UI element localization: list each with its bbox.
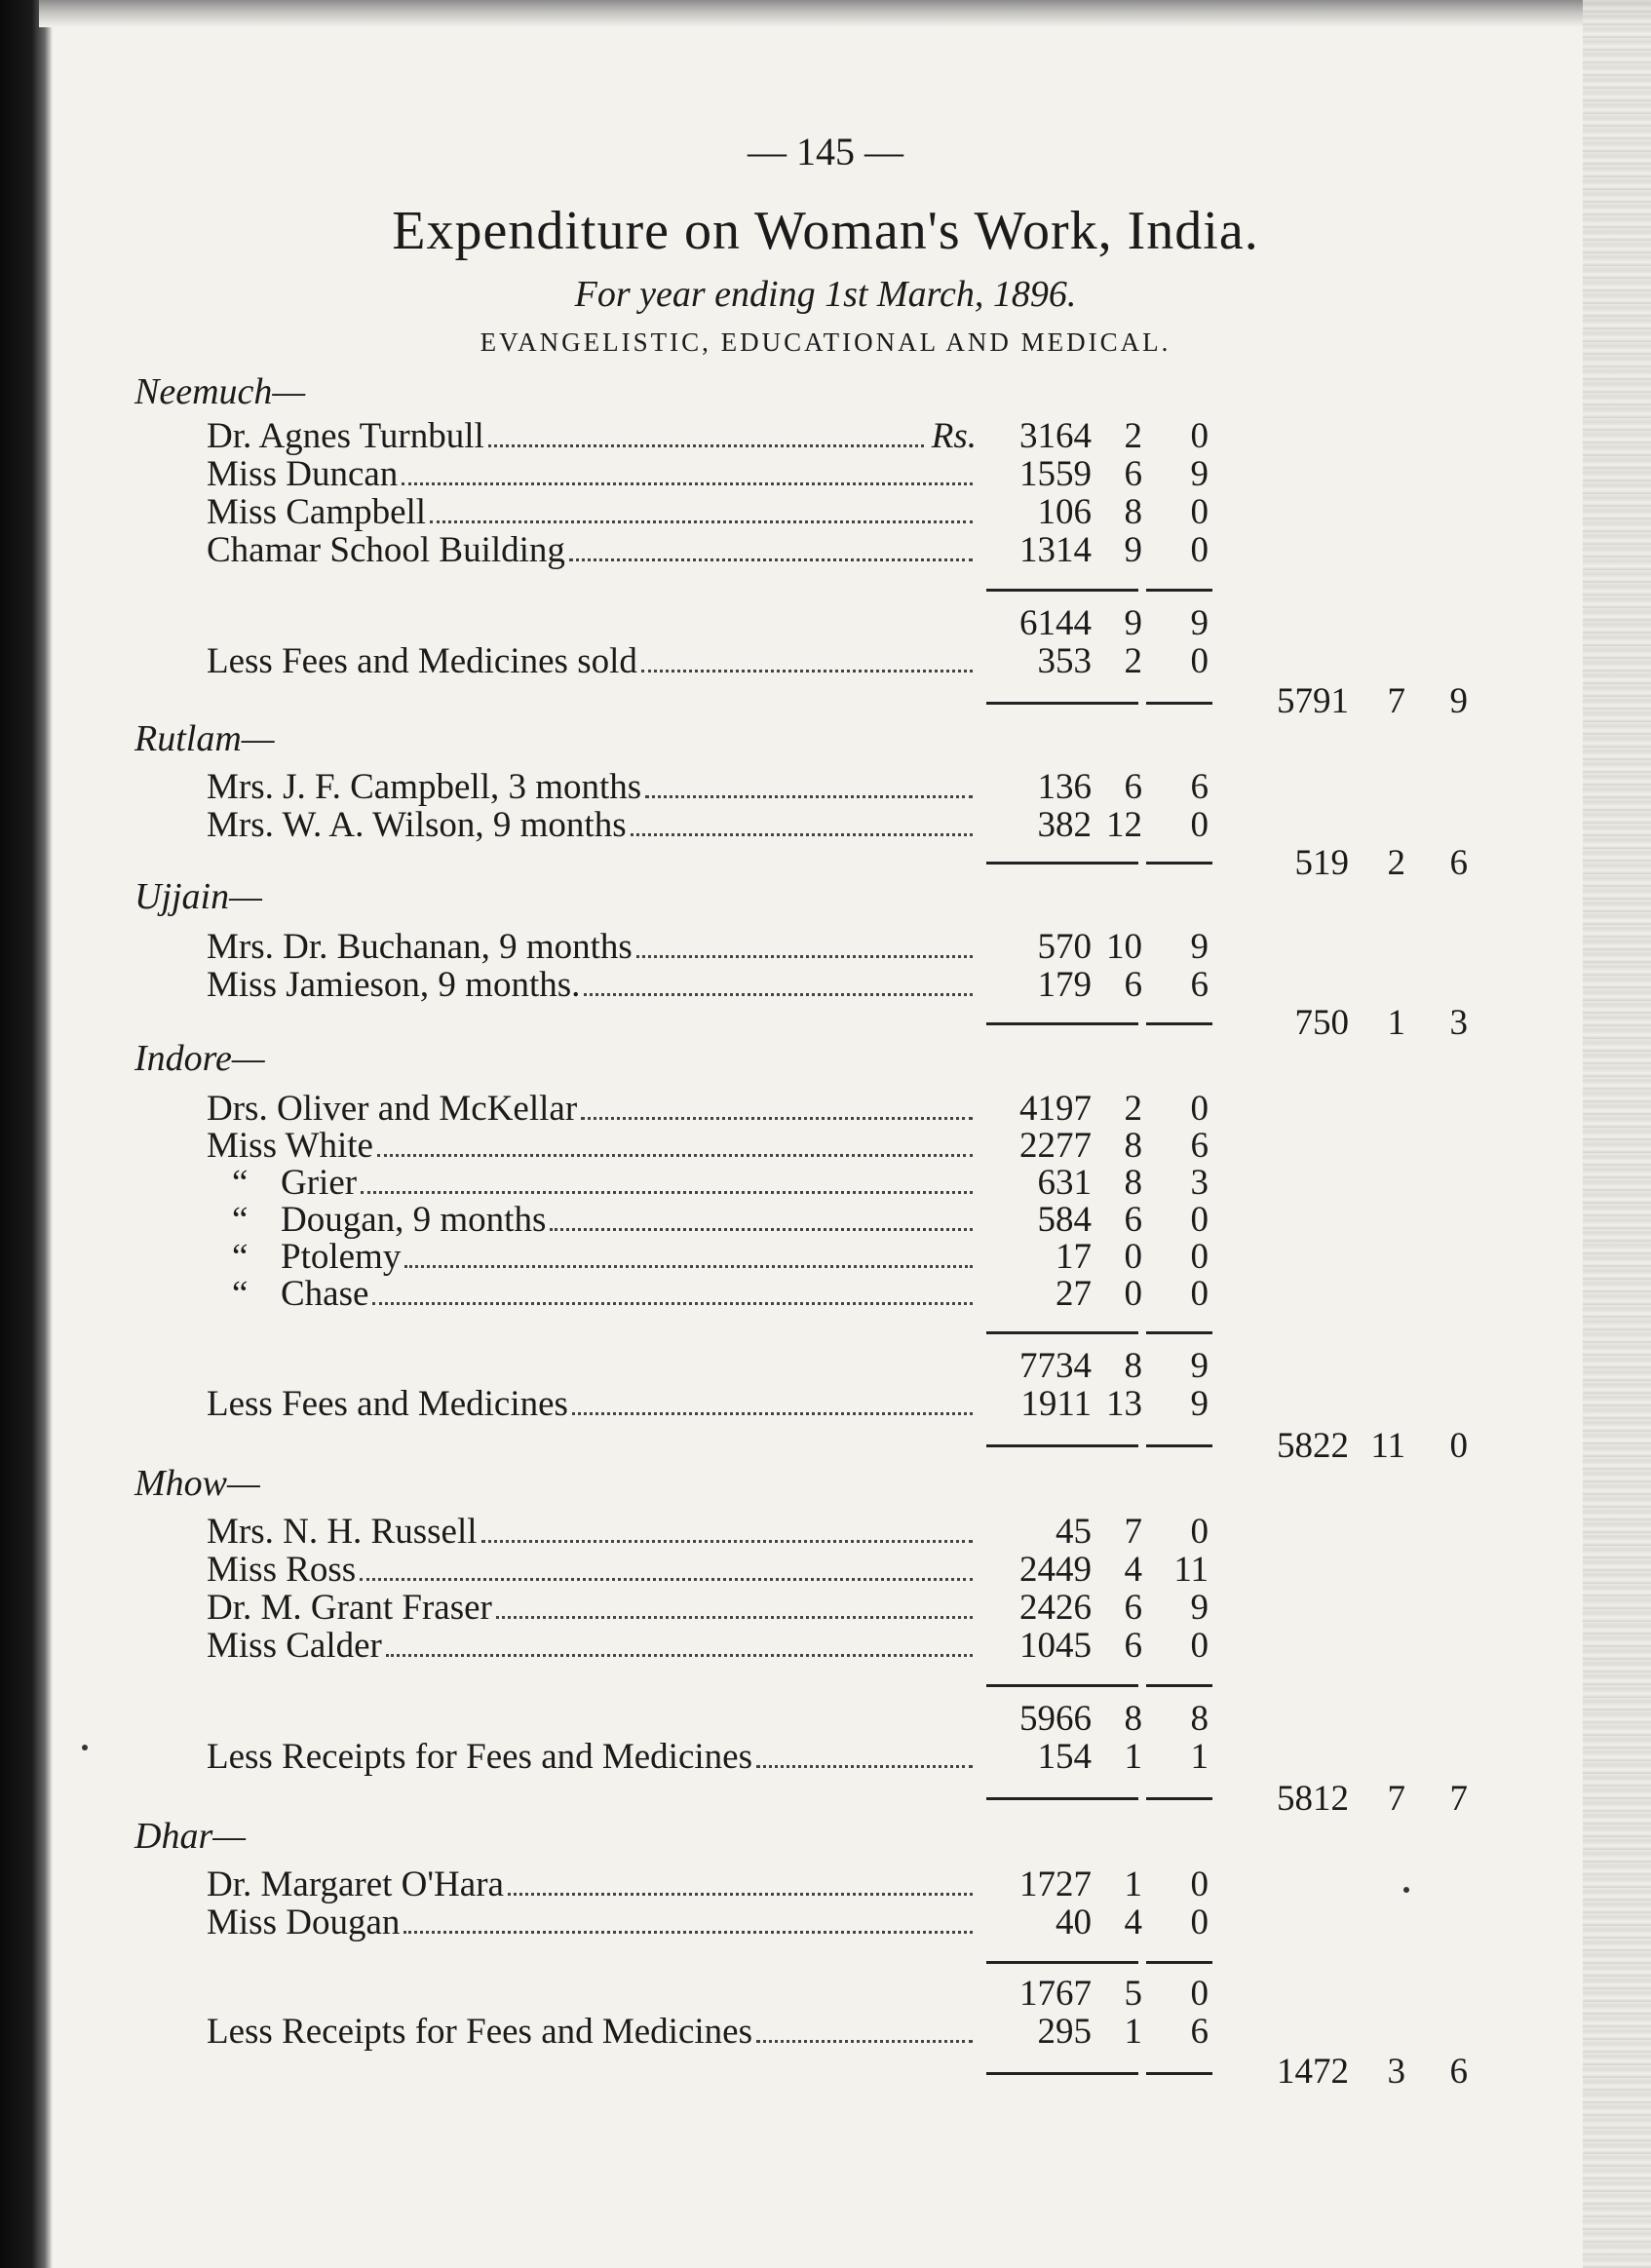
table-row (0, 1201, 1651, 1240)
dot-leader (645, 770, 973, 798)
rupees-value: 382 (1037, 805, 1092, 845)
dot-leader (496, 1591, 973, 1619)
rupees-value: 584 (1037, 1200, 1092, 1240)
net-rupees-value: 1472 (1277, 2052, 1349, 2092)
pice-value: 11 (1173, 1550, 1209, 1590)
pice-value: 9 (1190, 603, 1209, 643)
rupees-value: 4197 (1019, 1089, 1092, 1129)
table-row (0, 768, 1651, 807)
rupees-value: 295 (1037, 2012, 1092, 2052)
annas-value: 0 (1124, 1237, 1142, 1277)
scan-top-edge (39, 0, 1651, 27)
group-heading-neemuch: Neemuch— (134, 371, 306, 412)
net-annas-value: 7 (1387, 1779, 1405, 1819)
rupees-value: 1045 (1019, 1626, 1092, 1666)
rupees-value: 2277 (1019, 1126, 1092, 1166)
annas-value: 1 (1124, 1737, 1142, 1777)
annas-value: 10 (1106, 927, 1142, 967)
dot-leader (404, 1240, 973, 1268)
subtotal-row (0, 604, 1651, 643)
row-label: Miss Calder (207, 1627, 382, 1666)
pice-value: 3 (1190, 1163, 1209, 1203)
net-pice-value: 0 (1449, 1426, 1468, 1466)
subtotal-row (0, 1975, 1651, 2014)
dot-leader (377, 1129, 973, 1157)
table-row (0, 455, 1651, 494)
pice-value: 0 (1190, 1864, 1209, 1904)
row-label: Less Receipts for Fees and Medicines (207, 2013, 752, 2052)
pice-value: 0 (1190, 1274, 1209, 1314)
net-rupees-value: 750 (1294, 1003, 1349, 1043)
rupees-value: 2426 (1019, 1588, 1092, 1628)
pice-value: 0 (1190, 1512, 1209, 1552)
net-pice-value: 9 (1449, 681, 1468, 721)
row-label: Less Fees and Medicines (207, 1385, 568, 1424)
net-total-row (0, 2053, 1651, 2092)
table-row (0, 493, 1651, 532)
dot-leader (756, 1740, 973, 1768)
group-heading-rutlam: Rutlam— (134, 718, 275, 759)
row-label: Less Fees and Medicines sold (207, 642, 637, 681)
dot-leader (430, 495, 973, 523)
table-row (0, 966, 1651, 1005)
group-heading-mhow: Mhow— (134, 1463, 260, 1504)
table-row (0, 806, 1651, 845)
row-label: Chase (281, 1275, 369, 1314)
row-label: Dr. Margaret O'Hara (207, 1865, 504, 1904)
table-row (0, 417, 1651, 456)
rupees-value: 154 (1037, 1737, 1092, 1777)
table-row (0, 1238, 1651, 1277)
annas-value: 8 (1124, 1126, 1142, 1166)
row-label: Miss White (207, 1127, 373, 1166)
net-annas-value: 11 (1370, 1426, 1405, 1466)
pice-value: 9 (1190, 454, 1209, 494)
net-pice-value: 6 (1449, 843, 1468, 883)
dot-leader (636, 930, 973, 958)
subtotal-row (0, 1700, 1651, 1739)
rupees-value: 6144 (1019, 603, 1092, 643)
dot-leader (572, 1387, 973, 1415)
net-rupees-value: 519 (1294, 843, 1349, 883)
less-row (0, 1738, 1651, 1777)
annas-value: 9 (1124, 603, 1142, 643)
row-label: Mrs. N. H. Russell (207, 1513, 478, 1552)
rupees-value: 5966 (1019, 1699, 1092, 1739)
rupees-value: 1911 (1020, 1384, 1092, 1424)
print-speck (82, 1745, 88, 1750)
annas-value: 13 (1106, 1384, 1142, 1424)
annas-value: 2 (1124, 1089, 1142, 1129)
rupees-value: 570 (1037, 927, 1092, 967)
row-label: Miss Campbell (207, 493, 427, 532)
rupees-value: 1314 (1019, 530, 1092, 570)
pice-value: 0 (1190, 805, 1209, 845)
page-number: — 145 — (748, 130, 903, 173)
annas-value: 6 (1124, 767, 1142, 807)
rupees-value: 1767 (1019, 1974, 1092, 2014)
row-label: Dougan, 9 months (281, 1201, 547, 1240)
row-label: Drs. Oliver and McKellar (207, 1090, 578, 1129)
annas-value: 1 (1124, 1864, 1142, 1904)
dot-leader (372, 1277, 973, 1305)
annas-value: 8 (1124, 492, 1142, 532)
print-speck (1403, 1887, 1409, 1893)
dot-leader (481, 1515, 973, 1543)
rupees-value: 3164 (1019, 416, 1092, 456)
row-label: Dr. M. Grant Fraser (207, 1589, 492, 1628)
less-row (0, 1385, 1651, 1424)
row-label: Miss Ross (207, 1551, 357, 1590)
table-row (0, 1589, 1651, 1628)
pice-value: 0 (1190, 1903, 1209, 1942)
rupees-value: 1559 (1019, 454, 1092, 494)
pice-value: 9 (1190, 1588, 1209, 1628)
net-rupees-value: 5812 (1277, 1779, 1349, 1819)
net-annas-value: 3 (1387, 2052, 1405, 2092)
net-total-row (0, 682, 1651, 721)
rupees-value: 17 (1056, 1237, 1092, 1277)
subtotal-rule (986, 1684, 1138, 1687)
dot-leader (508, 1867, 973, 1896)
dot-leader (402, 457, 973, 485)
pice-value: 6 (1190, 1126, 1209, 1166)
pice-value: 0 (1190, 416, 1209, 456)
row-label: Mrs. W. A. Wilson, 9 months (207, 806, 627, 845)
annas-value: 7 (1124, 1512, 1142, 1552)
net-rupees-value: 5822 (1277, 1426, 1349, 1466)
pice-value: 0 (1190, 1237, 1209, 1277)
ditto-mark: “ (232, 1238, 249, 1277)
pice-value: 6 (1190, 965, 1209, 1005)
net-total-row (0, 1780, 1651, 1819)
dot-leader (361, 1166, 973, 1194)
table-row (0, 1551, 1651, 1590)
pice-value: 8 (1190, 1699, 1209, 1739)
pice-value: 9 (1190, 1346, 1209, 1386)
rupees-value: 106 (1037, 492, 1092, 532)
subtotal-row (0, 1347, 1651, 1386)
row-label: Dr. Agnes Turnbull (207, 417, 484, 456)
table-row (0, 1127, 1651, 1166)
table-row (0, 1513, 1651, 1552)
table-row (0, 531, 1651, 570)
annas-value: 8 (1124, 1346, 1142, 1386)
pice-value: 0 (1190, 1626, 1209, 1666)
ditto-mark: “ (232, 1201, 249, 1240)
row-label: Mrs. Dr. Buchanan, 9 months (207, 928, 633, 967)
rupees-value: 631 (1037, 1163, 1092, 1203)
page-title: Expenditure on Woman's Work, India. (392, 201, 1259, 261)
table-row (0, 928, 1651, 967)
annas-value: 6 (1124, 1200, 1142, 1240)
row-label: Miss Jamieson, 9 months. (207, 966, 581, 1005)
annas-value: 2 (1124, 641, 1142, 681)
table-row (0, 1164, 1651, 1203)
net-annas-value: 1 (1387, 1003, 1405, 1043)
subtotal-rule (1146, 1331, 1212, 1334)
pice-value: 6 (1190, 767, 1209, 807)
dot-leader (386, 1629, 973, 1657)
subtotal-rule (1146, 1684, 1212, 1687)
annas-value: 1 (1124, 2012, 1142, 2052)
rupees-value: 136 (1037, 767, 1092, 807)
table-row (0, 1627, 1651, 1666)
annas-value: 4 (1124, 1903, 1142, 1942)
row-label: Mrs. J. F. Campbell, 3 months (207, 768, 642, 807)
pice-value: 0 (1190, 1974, 1209, 2014)
annas-value: 6 (1124, 1588, 1142, 1628)
less-row (0, 642, 1651, 681)
annas-value: 8 (1124, 1163, 1142, 1203)
annas-value: 6 (1124, 1626, 1142, 1666)
rupees-value: 45 (1056, 1512, 1092, 1552)
table-row (0, 1090, 1651, 1129)
pice-value: 0 (1190, 530, 1209, 570)
rupees-value: 179 (1037, 965, 1092, 1005)
subtotal-rule (986, 1961, 1138, 1964)
rupees-value: 1727 (1019, 1864, 1092, 1904)
table-row (0, 1865, 1651, 1904)
pice-value: 0 (1190, 492, 1209, 532)
row-label: Grier (281, 1164, 358, 1203)
less-row (0, 2013, 1651, 2052)
annas-value: 5 (1124, 1974, 1142, 2014)
dot-leader (360, 1553, 973, 1581)
row-label: Miss Duncan (207, 455, 399, 494)
dot-leader (641, 644, 973, 673)
net-annas-value: 2 (1387, 843, 1405, 883)
pice-value: 0 (1190, 1089, 1209, 1129)
row-label: Less Receipts for Fees and Medicines (207, 1738, 752, 1777)
pice-value: 0 (1190, 1200, 1209, 1240)
pice-value: 1 (1190, 1737, 1209, 1777)
annas-value: 6 (1124, 965, 1142, 1005)
pice-value: 9 (1190, 927, 1209, 967)
annas-value: 12 (1106, 805, 1142, 845)
subtotal-rule (1146, 589, 1212, 592)
subtotal-rule (1146, 1961, 1212, 1964)
annas-value: 9 (1124, 530, 1142, 570)
net-pice-value: 3 (1449, 1003, 1468, 1043)
net-rupees-value: 5791 (1277, 681, 1349, 721)
annas-value: 4 (1124, 1550, 1142, 1590)
net-annas-value: 7 (1387, 681, 1405, 721)
dot-leader (584, 968, 973, 996)
rupees-value: 40 (1056, 1903, 1092, 1942)
section-heading: EVANGELISTIC, EDUCATIONAL AND MEDICAL. (480, 327, 1171, 357)
subtotal-rule (986, 1331, 1138, 1334)
dot-leader (569, 533, 973, 561)
row-label: Ptolemy (281, 1238, 402, 1277)
dot-leader (550, 1203, 973, 1231)
dot-leader (488, 419, 924, 447)
group-heading-ujjain: Ujjain— (134, 876, 262, 917)
group-heading-dhar: Dhar— (134, 1816, 247, 1857)
annas-value: 6 (1124, 454, 1142, 494)
page-subtitle: For year ending 1st March, 1896. (574, 274, 1077, 315)
net-pice-value: 7 (1449, 1779, 1468, 1819)
rupees-value: 7734 (1019, 1346, 1092, 1386)
pice-value: 0 (1190, 641, 1209, 681)
table-row (0, 1903, 1651, 1942)
dot-leader (756, 2015, 973, 2043)
annas-value: 0 (1124, 1274, 1142, 1314)
pice-value: 6 (1190, 2012, 1209, 2052)
row-label: Miss Dougan (207, 1903, 401, 1942)
dot-leader (631, 808, 973, 836)
row-label: Chamar School Building (207, 531, 565, 570)
rupees-value: 353 (1037, 641, 1092, 681)
subtotal-rule (986, 589, 1138, 592)
annas-value: 8 (1124, 1699, 1142, 1739)
ditto-mark: “ (232, 1275, 249, 1314)
table-row (0, 1275, 1651, 1314)
currency-label: Rs. (931, 417, 977, 456)
ditto-mark: “ (232, 1164, 249, 1203)
rupees-value: 2449 (1019, 1550, 1092, 1590)
dot-leader (581, 1092, 973, 1120)
annas-value: 2 (1124, 416, 1142, 456)
group-heading-indore: Indore— (134, 1038, 265, 1079)
net-pice-value: 6 (1449, 2052, 1468, 2092)
net-total-row (0, 1427, 1651, 1466)
rupees-value: 27 (1056, 1274, 1092, 1314)
pice-value: 9 (1190, 1384, 1209, 1424)
dot-leader (403, 1905, 973, 1934)
